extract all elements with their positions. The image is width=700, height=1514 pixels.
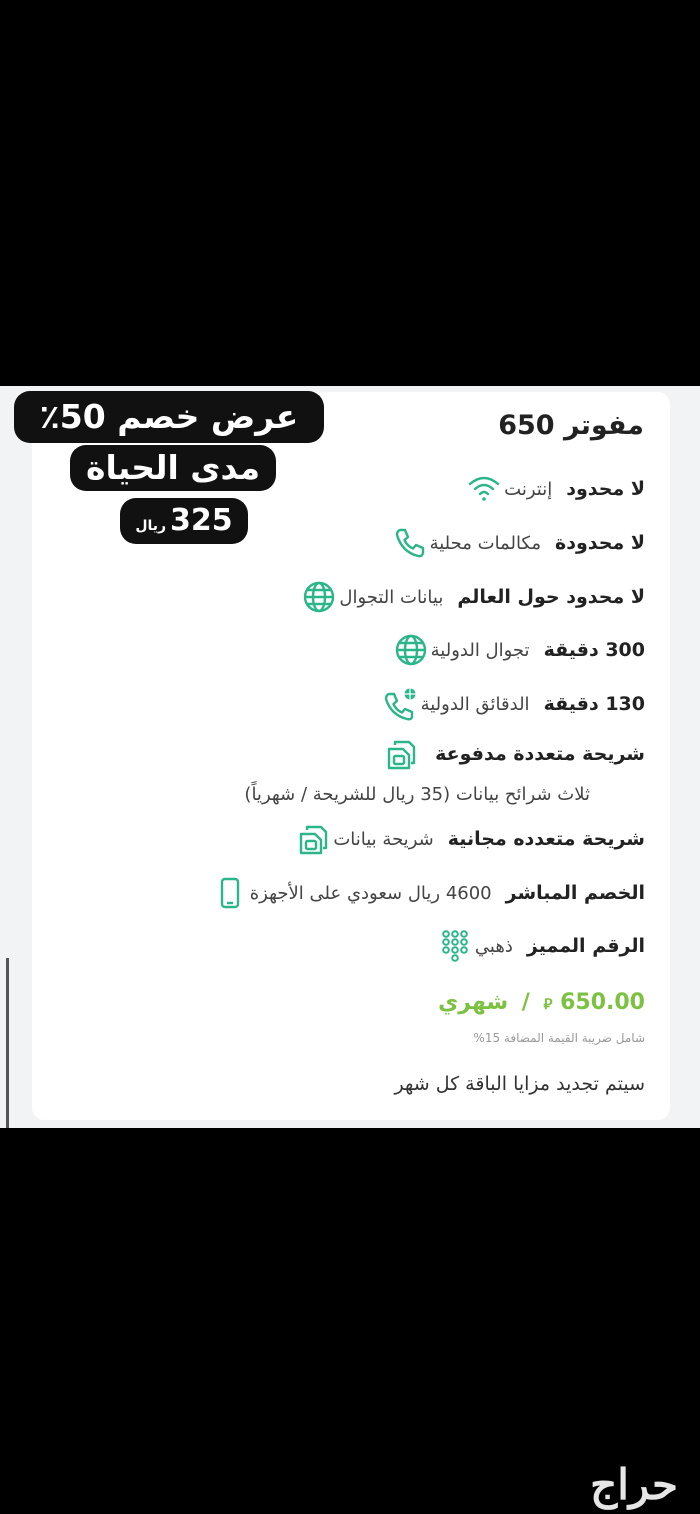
feature-value: الخصم المباشر xyxy=(505,882,645,904)
feature-value: لا محدود xyxy=(566,478,645,500)
price-separator: / xyxy=(521,990,530,1015)
vat-note: شامل ضريبة القيمة المضافة 15% xyxy=(473,1031,645,1045)
globe-icon xyxy=(299,577,339,617)
sim-card-icon xyxy=(293,819,333,859)
feature-label: إنترنت xyxy=(504,478,553,500)
feature-vanity-number xyxy=(421,926,645,966)
plan-title: مفوتر 650 xyxy=(498,410,644,441)
feature-roaming-data xyxy=(285,577,645,617)
promo-currency: ريال xyxy=(135,518,167,534)
feature-value: شريحة متعددة مدفوعة xyxy=(435,743,645,765)
feature-label: بيانات التجوال xyxy=(339,586,444,608)
promo-price: 325 xyxy=(170,503,233,538)
feature-label: ذهبي xyxy=(474,935,513,957)
haraj-watermark: حراج xyxy=(590,1460,678,1509)
promo-lifetime-label: مدى الحياة xyxy=(70,445,276,491)
feature-label: مكالمات محلية xyxy=(429,532,542,554)
multi-sim-note: ثلاث شرائح بيانات (35 ريال للشريحة / شهرياً) xyxy=(244,784,590,805)
feature-roaming-minutes xyxy=(377,630,645,670)
feature-free-multi-sim xyxy=(279,819,645,859)
feature-value: شريحة متعدده مجانية xyxy=(447,828,645,850)
feature-label: 4600 ريال سعودي على الأجهزة xyxy=(249,882,492,904)
feature-value: لا محدودة xyxy=(555,532,645,554)
feature-value: الرقم المميز xyxy=(526,935,645,957)
feature-paid-multi-sim xyxy=(367,734,645,774)
promo-price-badge xyxy=(120,498,248,544)
feature-international-minutes xyxy=(367,684,645,724)
dialpad-icon xyxy=(435,926,475,966)
wifi-icon xyxy=(464,469,504,509)
price-amount: 650.00 xyxy=(560,990,645,1015)
feature-value: لا محدود حول العالم xyxy=(457,586,645,608)
device-icon xyxy=(210,873,250,913)
feature-value: 300 دقيقة xyxy=(543,639,645,661)
promo-discount-label: عرض خصم 50٪ xyxy=(14,391,324,443)
feature-label: شريحة بيانات xyxy=(333,828,434,850)
feature-internet xyxy=(450,469,645,509)
international-call-icon xyxy=(381,684,421,724)
riyal-icon: ⃁ xyxy=(543,995,553,1013)
renewal-note: سيتم تجديد مزايا الباقة كل شهر xyxy=(394,1073,645,1095)
feature-label: الدقائق الدولية xyxy=(420,693,530,715)
feature-device-discount xyxy=(196,873,645,913)
feature-label: تجوال الدولية xyxy=(430,639,530,661)
sim-card-icon xyxy=(381,734,421,774)
price-period: شهري xyxy=(438,990,509,1015)
feature-value: 130 دقيقة xyxy=(543,693,645,715)
phone-icon xyxy=(390,523,430,563)
scroll-indicator[interactable] xyxy=(6,958,9,1128)
globe-icon xyxy=(391,630,431,670)
plan-price xyxy=(438,990,645,1015)
feature-local-calls xyxy=(376,523,645,563)
